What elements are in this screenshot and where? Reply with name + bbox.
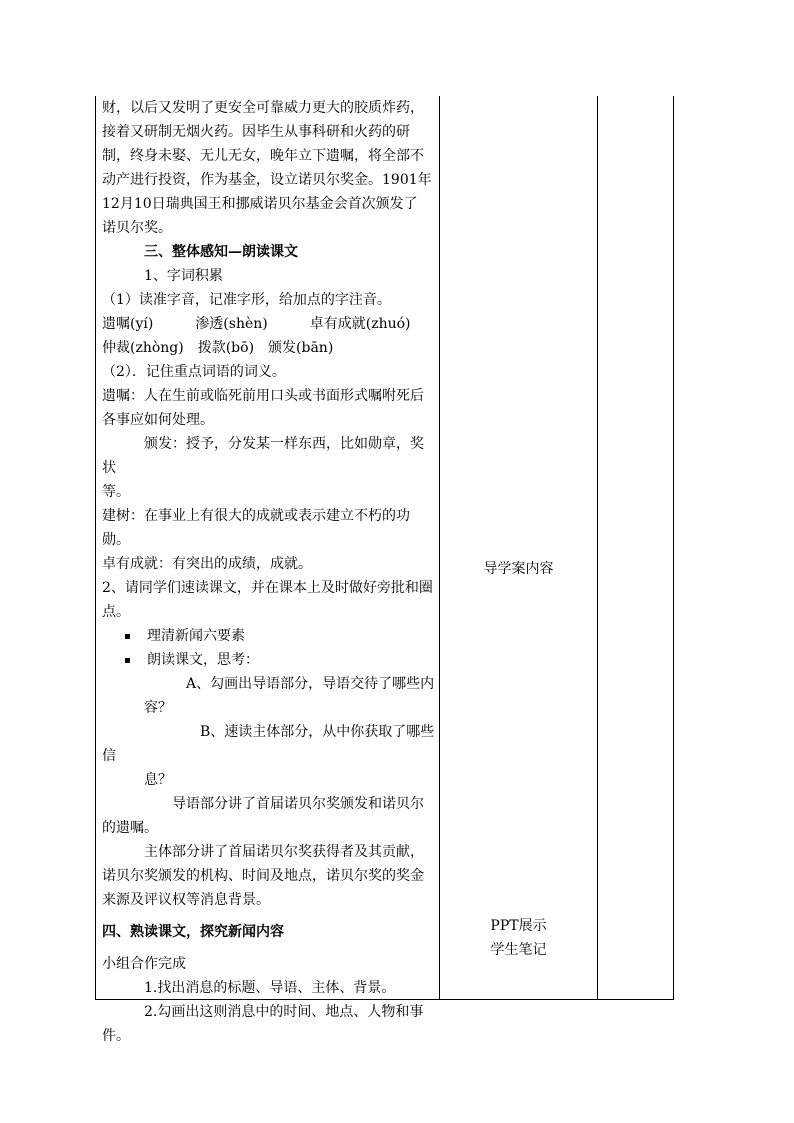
section-heading-3: 三、整体感知—朗读课文 [144, 244, 298, 260]
text-line: 接着又研制无烟火药。因毕生从事科研和火药的研 [102, 124, 410, 140]
teaching-process-column [102, 96, 435, 1048]
question-line: 容？ [144, 700, 172, 716]
table-border-left [95, 96, 96, 1000]
definition-line: 卓有成就：有突出的成绩，成就。 [102, 556, 312, 572]
pinyin-line: 遗嘱(yí) 渗透(shèn) 卓有成就(zhuó) [102, 316, 411, 332]
text-line: 制，终身未娶、无儿无女，晚年立下遗嘱，将全部不 [102, 148, 424, 164]
text-line: （2）．记住重点词语的词义。 [102, 364, 286, 380]
definition-line: 勋。 [102, 532, 130, 548]
notes-label: 学生笔记 [490, 942, 547, 958]
task-item: 2.勾画出这则消息中的时间、地点、人物和事 [144, 1004, 424, 1020]
question-line: A、勾画出导语部分，导语交待了哪些内 [186, 676, 435, 692]
question-line: 息？ [144, 772, 172, 788]
definition-line: 建树：在事业上有很大的成就或表示建立不朽的功 [102, 508, 410, 524]
answer-line: 主体部分讲了首届诺贝尔奖获得者及其贡献， [144, 844, 424, 860]
text-line: 2、请同学们速读课文，并在课本上及时做好旁批和圈 [102, 580, 433, 596]
text-line: 诺贝尔奖。 [102, 220, 172, 236]
group-task-label: 小组合作完成 [102, 956, 186, 972]
pinyin-line: 仲裁(zhòng) 拨款(bō) 颁发(bān) [102, 340, 334, 356]
material-column-cell-2 [440, 914, 597, 962]
text-line: 财，以后又发明了更安全可靠威力更大的胶质炸药， [102, 100, 424, 116]
answer-line: 导语部分讲了首届诺贝尔奖颁发和诺贝尔 [172, 796, 424, 812]
text-line: 动产进行投资，作为基金，设立诺贝尔奖金。1901年 [102, 172, 432, 188]
list-item: 朗读课文，思考： [102, 648, 435, 672]
question-line: B、速读主体部分，从中你获取了哪些信 [102, 724, 435, 764]
table-divider-2 [597, 96, 598, 1000]
material-label: 导学案内容 [483, 561, 554, 577]
list-item: 理清新闻六要素 [102, 624, 435, 648]
task-item: 件。 [102, 1028, 130, 1044]
text-line: 点。 [102, 604, 130, 620]
task-item: 1.找出消息的标题、导语、主体、背景。 [144, 980, 396, 996]
answer-line: 诺贝尔奖颁发的机构、时间及地点，诺贝尔奖的奖金 [102, 868, 424, 884]
section-heading-4: 四、熟读课文，探究新闻内容 [102, 924, 284, 940]
ppt-label: PPT展示 [490, 918, 547, 934]
definition-line: 遗嘱：人在生前或临死前用口头或书面形式嘱咐死后 [102, 388, 424, 404]
bullet-icon [125, 634, 130, 639]
answer-line: 来源及评议权等消息背景。 [102, 892, 270, 908]
text-line: （1）读准字音，记准字形，给加点的字注音。 [102, 292, 391, 308]
definition-line: 等。 [102, 484, 130, 500]
bullet-icon [125, 658, 130, 663]
answer-line: 的遗嘱。 [102, 820, 158, 836]
definition-line: 各事应如何处理。 [102, 412, 214, 428]
definition-line: 颁发：授予，分发某一样东西，比如勋章，奖状 [102, 436, 424, 476]
subheading-vocab: 1、字词积累 [144, 268, 223, 284]
spacer [102, 912, 435, 920]
table-border-right [673, 96, 674, 1000]
text-line: 12月10日瑞典国王和挪威诺贝尔基金会首次颁发了 [102, 196, 418, 212]
spacer [102, 944, 435, 952]
material-column-cell [440, 557, 597, 581]
table-divider-1 [439, 96, 440, 1000]
